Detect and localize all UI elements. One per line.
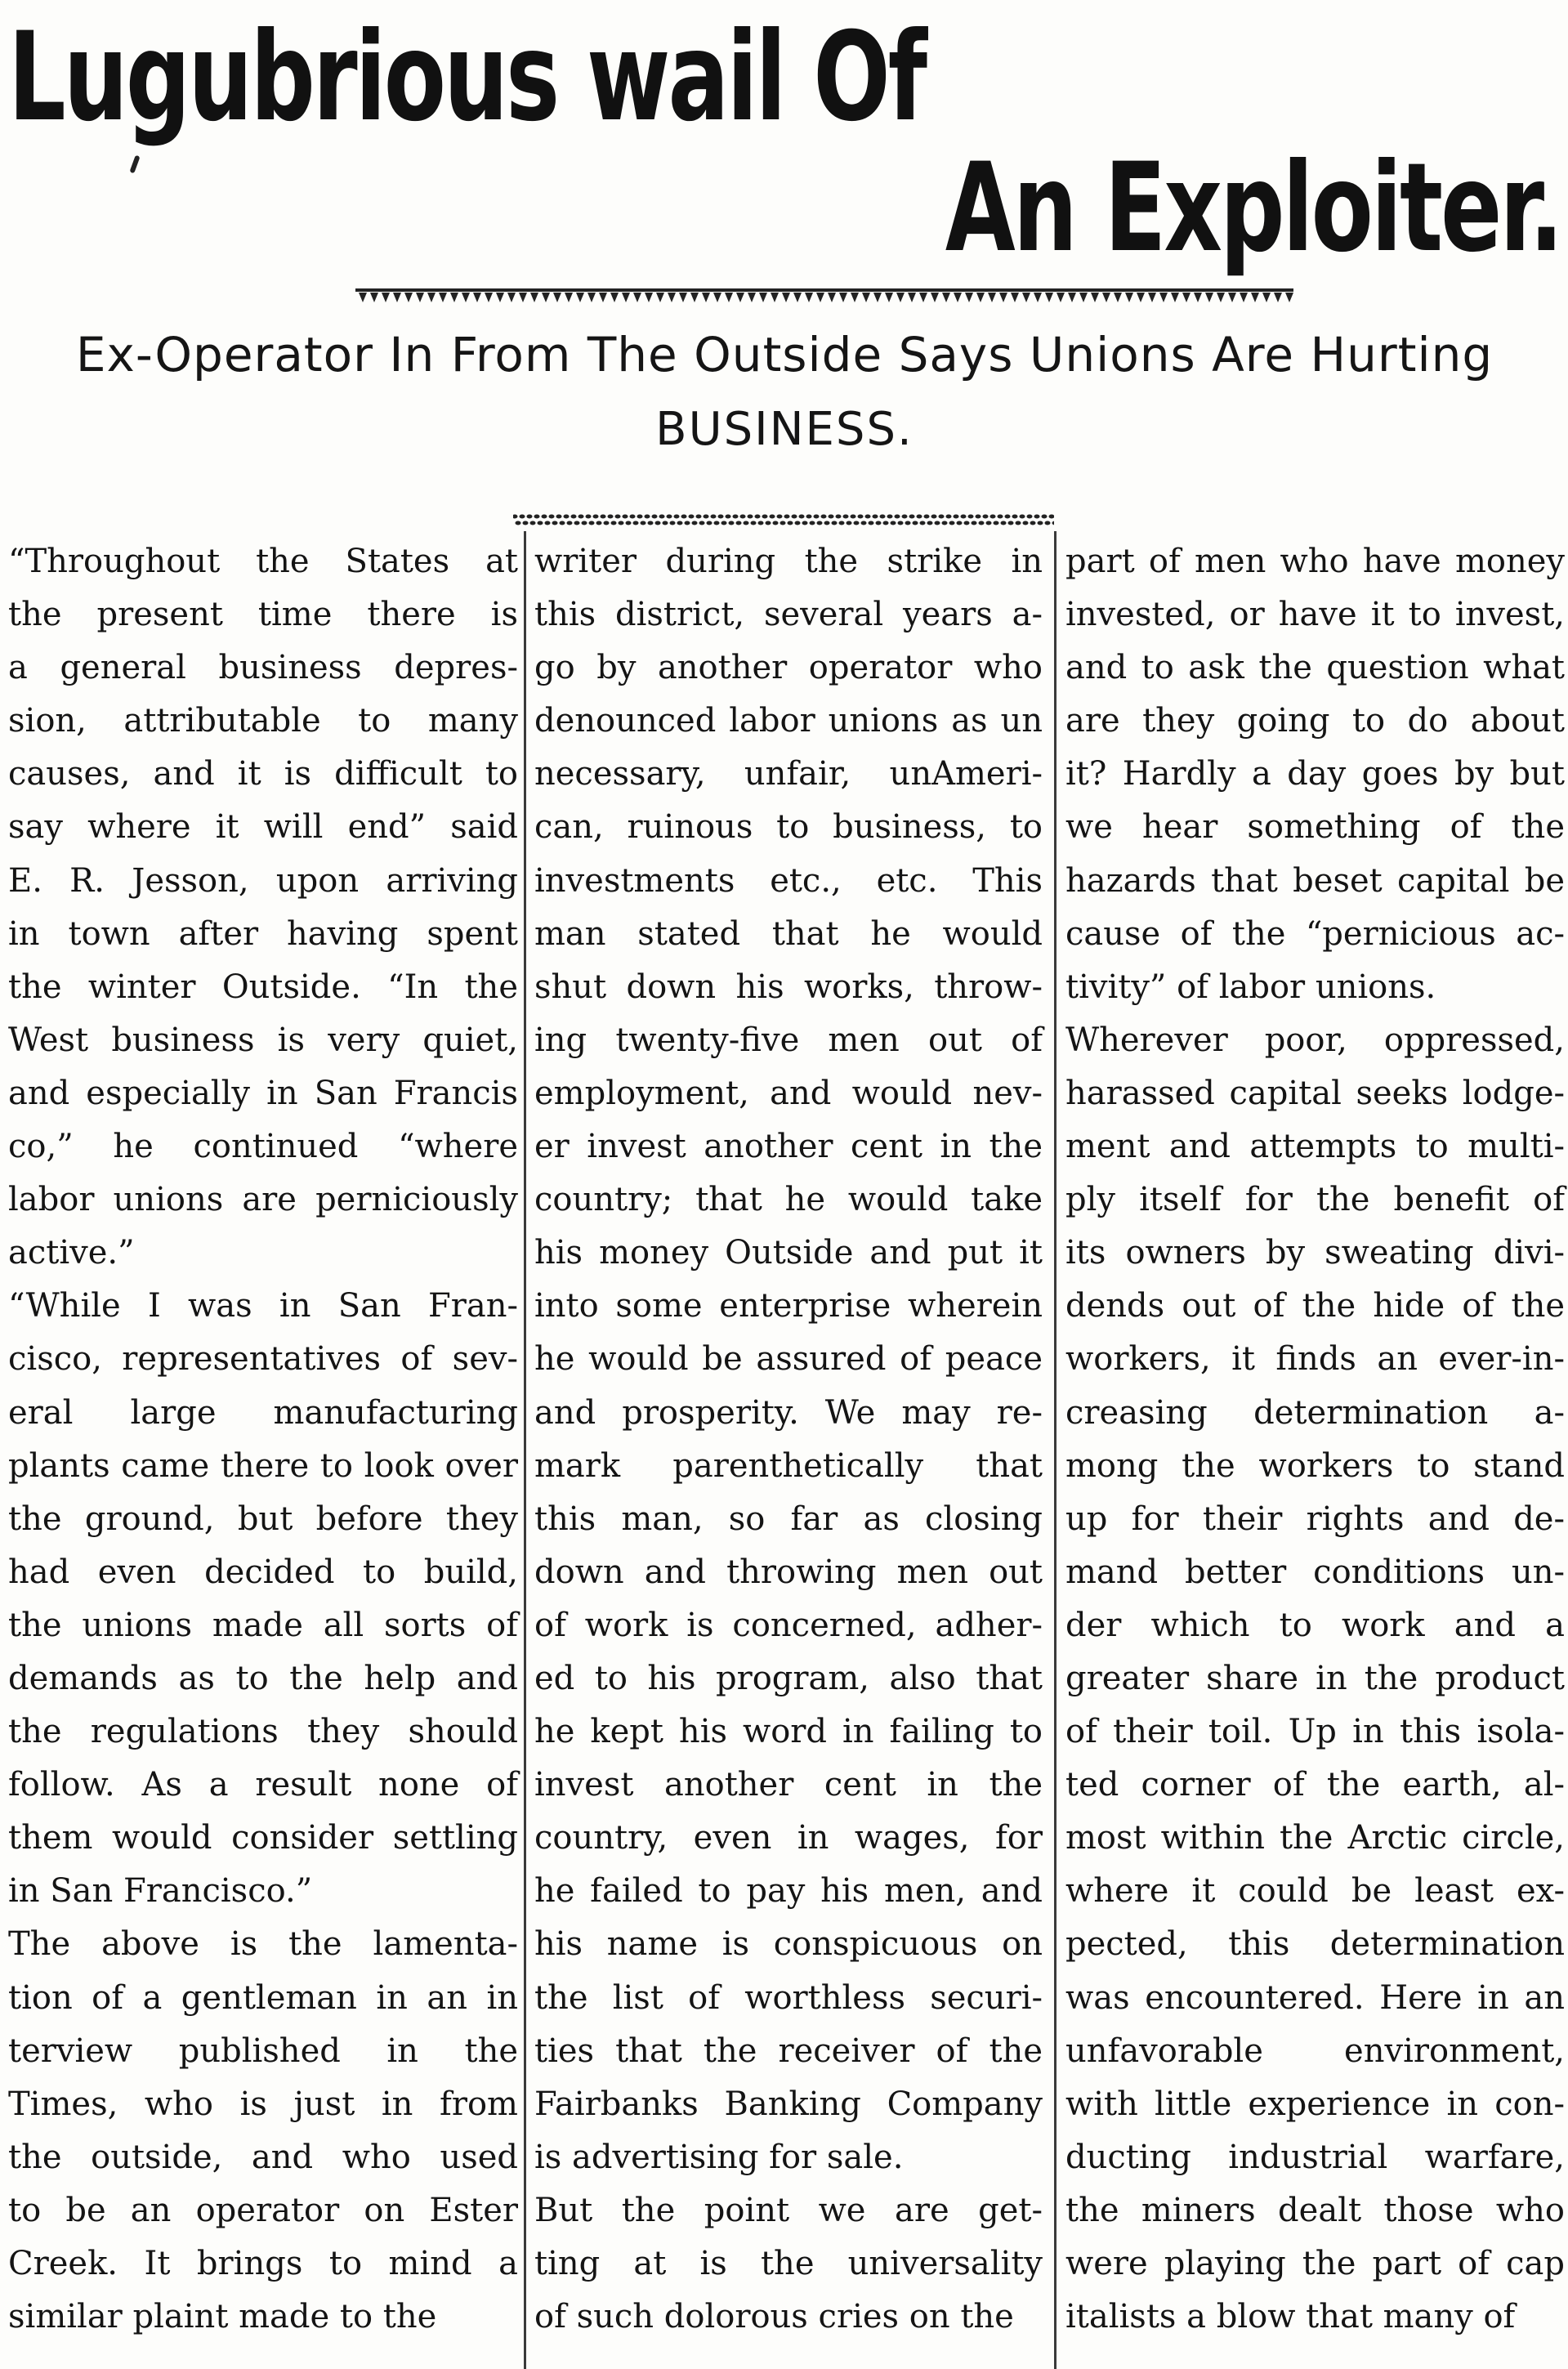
article-column-1 <box>0 535 523 2369</box>
article-line: say where it will end” said <box>8 808 518 847</box>
article-line: causes, and it is difficult to <box>8 755 518 793</box>
article-line: his name is conspicuous on <box>534 1925 1043 1964</box>
article-line: we hear something of the <box>1065 808 1565 847</box>
article-line: tivity” of labor unions. <box>1065 968 1436 1006</box>
article-line: greater share in the product <box>1065 1659 1565 1697</box>
dotted-divider <box>513 513 1054 526</box>
article-line: had even decided to build, <box>8 1553 518 1591</box>
article-line: where it could be least ex- <box>1065 1872 1565 1911</box>
article-line: follow. As a result none of <box>8 1766 518 1804</box>
article-line: The above is the lamenta- <box>8 1925 518 1964</box>
article-line: the outside, and who used <box>8 2138 518 2176</box>
article-line: mong the workers to stand <box>1065 1446 1565 1485</box>
article-line: of their toil. Up in this isola- <box>1065 1713 1565 1751</box>
article-line: the winter Outside. “In the <box>8 968 518 1006</box>
article-line: them would consider settling <box>8 1819 518 1857</box>
article-line: of such dolorous cries on the <box>534 2298 1014 2336</box>
article-line: the regulations they should <box>8 1713 518 1751</box>
article-line: unfavorable environment, <box>1065 2032 1565 2070</box>
article-line: most within the Arctic circle, <box>1065 1819 1565 1857</box>
article-line: Times, who is just in from <box>8 2085 518 2123</box>
subheadline-line-1: Ex-Operator In From The Outside Says Unions Are Hurting <box>75 327 1494 382</box>
article-line: his money Outside and put it <box>534 1234 1043 1272</box>
article-line: dends out of the hide of the <box>1065 1287 1565 1325</box>
article-line: der which to work and a <box>1065 1606 1565 1644</box>
article-line: pected, this determination <box>1065 1925 1565 1964</box>
article-line: ment and attempts to multi- <box>1065 1128 1565 1166</box>
article-line: italists a blow that many of <box>1065 2298 1516 2336</box>
article-line: he would be assured of peace <box>534 1340 1043 1379</box>
article-column-2 <box>529 535 1049 2369</box>
article-line: part of men who have money <box>1065 543 1565 580</box>
article-line: man stated that he would <box>534 914 1043 953</box>
article-line: the present time there is <box>8 596 518 634</box>
article-line: plants came there to look over <box>8 1446 518 1485</box>
headline-line-2: An Exploiter. <box>945 137 1561 279</box>
article-line: demands as to the help and <box>8 1659 518 1697</box>
article-line: writer during the strike in <box>534 543 1043 580</box>
article-line: Creek. It brings to mind a <box>8 2245 518 2282</box>
article-line: a general business depres- <box>8 649 518 687</box>
article-line: denounced labor unions as un <box>534 702 1043 740</box>
article-line: in San Francisco.” <box>8 1872 313 1911</box>
article-column-3 <box>1061 535 1568 2369</box>
article-line: E. R. Jesson, upon arriving <box>8 861 518 900</box>
article-line: active.” <box>8 1234 135 1272</box>
article-line: and to ask the question what <box>1065 649 1565 687</box>
column-separator-2 <box>1054 531 1057 2369</box>
headline-line-1: Lugubrious wail Of <box>8 7 926 149</box>
article-line: down and throwing men out <box>534 1553 1043 1591</box>
subheadline-line-2: BUSINESS. <box>655 403 914 456</box>
article-line: But the point we are get- <box>534 2191 1043 2229</box>
article-line: cause of the “pernicious ac- <box>1065 914 1565 953</box>
article-line: ties that the receiver of the <box>534 2032 1043 2070</box>
article-line: tion of a gentleman in an in <box>8 1978 518 2017</box>
article-line: Wherever poor, oppressed, <box>1065 1021 1565 1059</box>
article-line: West business is very quiet, <box>8 1021 518 1059</box>
article-line: he kept his word in failing to <box>534 1713 1043 1751</box>
article-line: “Throughout the States at <box>8 543 518 580</box>
article-line: to be an operator on Ester <box>8 2191 518 2229</box>
article-line: Fairbanks Banking Company <box>534 2085 1043 2123</box>
article-line: in town after having spent <box>8 914 518 953</box>
article-line: is advertising for sale. <box>534 2138 904 2176</box>
article-line: the ground, but before they <box>8 1500 518 1538</box>
article-line: the miners dealt those who <box>1065 2191 1565 2229</box>
article-line: ted corner of the earth, al- <box>1065 1766 1565 1804</box>
article-line: “While I was in San Fran- <box>8 1287 518 1325</box>
stray-ink-mark <box>129 155 140 174</box>
article-line: this man, so far as closing <box>534 1500 1043 1538</box>
article-line: eral large manufacturing <box>8 1393 518 1432</box>
article-line: country; that he would take <box>534 1181 1043 1219</box>
article-line: into some enterprise wherein <box>534 1287 1043 1325</box>
article-line: it? Hardly a day goes by but <box>1065 755 1565 793</box>
article-line: necessary, unfair, unAmeri- <box>534 755 1043 793</box>
article-line: co,” he continued “where <box>8 1128 518 1166</box>
article-line: investments etc., etc. This <box>534 861 1043 900</box>
article-line: invested, or have it to invest, <box>1065 596 1565 634</box>
article-line: employment, and would nev- <box>534 1074 1043 1112</box>
column-separator-1 <box>524 531 526 2369</box>
article-line: country, even in wages, for <box>534 1819 1043 1857</box>
article-line: ed to his program, also that <box>534 1659 1043 1697</box>
article-line: was encountered. Here in an <box>1065 1978 1565 2017</box>
article-line: were playing the part of cap <box>1065 2245 1565 2282</box>
article-line: workers, it finds an ever-in- <box>1065 1340 1565 1379</box>
article-line: ducting industrial warfare, <box>1065 2138 1565 2176</box>
article-line: mand better conditions un- <box>1065 1553 1565 1591</box>
article-line: harassed capital seeks lodge- <box>1065 1074 1565 1112</box>
article-line: shut down his works, throw- <box>534 968 1043 1006</box>
article-line: sion, attributable to many <box>8 702 518 740</box>
article-line: the unions made all sorts of <box>8 1606 518 1644</box>
article-line: hazards that beset capital be <box>1065 861 1565 900</box>
article-line: are they going to do about <box>1065 702 1565 740</box>
article-line: with little experience in con- <box>1065 2085 1565 2123</box>
article-line: of work is concerned, adher- <box>534 1606 1043 1644</box>
article-line: go by another operator who <box>534 649 1043 687</box>
article-line: mark parenthetically that <box>534 1446 1043 1485</box>
ornamental-rule <box>355 288 1293 306</box>
article-line: similar plaint made to the <box>8 2298 437 2336</box>
article-line: the list of worthless securi- <box>534 1978 1043 2017</box>
article-line: ting at is the universality <box>534 2245 1043 2282</box>
article-line: creasing determination a- <box>1065 1393 1565 1432</box>
article-line: ing twenty-five men out of <box>534 1021 1043 1059</box>
article-line: and prosperity. We may re- <box>534 1393 1043 1432</box>
article-line: terview published in the <box>8 2032 518 2070</box>
article-line: labor unions are perniciously <box>8 1181 518 1219</box>
article-line: this district, several years a- <box>534 596 1043 634</box>
article-line: invest another cent in the <box>534 1766 1043 1804</box>
article-line: he failed to pay his men, and <box>534 1872 1043 1911</box>
article-line: er invest another cent in the <box>534 1128 1043 1166</box>
article-line: and especially in San Francis <box>8 1074 518 1112</box>
article-line: up for their rights and de- <box>1065 1500 1565 1538</box>
article-line: can, ruinous to business, to <box>534 808 1043 847</box>
article-line: ply itself for the benefit of <box>1065 1181 1565 1219</box>
article-line: its owners by sweating divi- <box>1065 1234 1565 1272</box>
article-line: cisco, representatives of sev- <box>8 1340 518 1379</box>
